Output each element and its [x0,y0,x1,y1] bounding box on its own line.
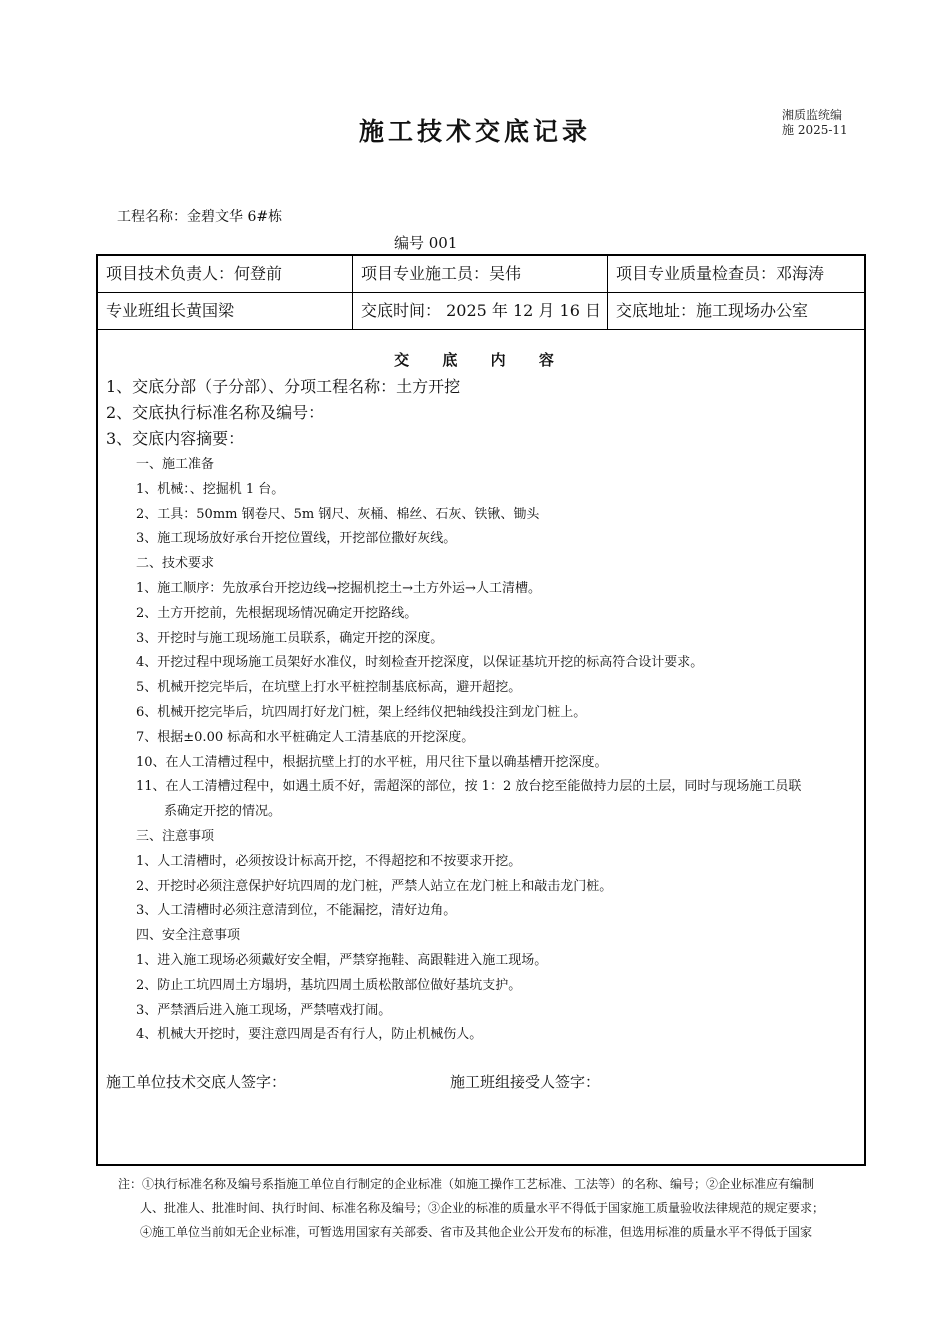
quality-inspector-cell: 项目专业质量检查员：邓海涛 [616,264,825,283]
summary-line: 6、机械开挖完毕后，坑四周打好龙门桩，架上经纬仪把轴线投注到龙门桩上。 [136,705,587,720]
item-standard: 2、交底执行标准名称及编号： [106,403,325,422]
team-leader-cell: 专业班组长黄国梁 [106,301,235,320]
summary-line: 二、技术要求 [136,556,215,572]
footnotes [118,1172,878,1244]
page-title: 施工技术交底记录 [358,117,591,146]
record-table [96,254,866,1166]
construction-staff-cell: 项目专业施工员：吴伟 [361,264,522,283]
header-row-1 [98,256,864,293]
summary-line: 3、人工清槽时必须注意清到位，不能漏挖，清好边角。 [136,903,457,919]
summary-line: 3、严禁酒后进入施工现场，严禁嘻戏打闹。 [136,1002,392,1018]
summary-line: 4、机械大开挖时，要注意四周是否有行人，防止机械伤人。 [136,1027,483,1043]
summary-line: 3、开挖时与施工现场施工员联系，确定开挖的深度。 [136,630,444,646]
summary-line: 11、在人工清槽过程中，如遇土质不好，需超深的部位，按 1：2 放台挖至能做持力层的土层，同时与现场施工员联 [136,779,802,795]
tech-signature-label: 施工单位技术交底人签字： [106,1073,287,1091]
serial-number: 编号 001 [394,234,458,252]
summary-line: 7、根据±0.00 标高和水平桩确定人工清基底的开挖深度。 [136,729,475,745]
summary-line: 1、机械：、挖掘机 1 台。 [136,481,285,497]
summary-line: 四、安全注意事项 [136,928,241,944]
form-code-line-2: 施 2025-11 [782,123,848,137]
tech-lead-cell: 项目技术负责人：何登前 [106,264,283,283]
summary-line: 系确定开挖的情况。 [164,804,282,820]
summary-line: 10、在人工清槽过程中，根据抗壁上打的水平桩，用尺往下量以确基槽开挖深度。 [136,754,608,770]
summary-line: 4、开挖过程中现场施工员架好水准仪，时刻检查开挖深度，以保证基坑开挖的标高符合设计要求。 [136,655,704,671]
summary-line: 1、进入施工现场必须戴好安全帽，严禁穿拖鞋、高跟鞋进入施工现场。 [136,953,548,968]
item-project-name: 1、交底分部（子分部）、分项工程名称：土方开挖 [106,377,461,396]
briefing-location-cell: 交底地址：施工现场办公室 [616,301,809,320]
item-summary: 3、交底内容摘要： [106,429,245,448]
summary-line: 一、施工准备 [136,457,215,472]
form-code [782,108,848,138]
summary-line: 5、机械开挖完毕后，在坑壁上打水平桩控制基底标高，避开超挖。 [136,680,522,696]
note-line-2: 人、批准人、批准时间、执行时间、标准名称及编号；③企业的标准的质量水平不得低于国家施工质量验收法律规范的规定要求； [140,1201,825,1215]
summary-line: 2、土方开挖前，先根据现场情况确定开挖路线。 [136,605,418,621]
briefing-content [98,329,864,1164]
summary-line: 2、开挖时必须注意保护好坑四周的龙门桩，严禁人站立在龙门桩上和敲击龙门桩。 [136,878,613,894]
summary-line: 3、施工现场放好承台开挖位置线，开挖部位撒好灰线。 [136,531,457,547]
team-signature-label: 施工班组接受人签字： [450,1073,601,1091]
summary-line: 三、注意事项 [136,829,215,844]
note-line-1: 注：①执行标准名称及编号系指施工单位自行制定的企业标准（如施工操作工艺标准、工法等）的名称、编号；②企业标准应有编制 [118,1177,815,1191]
summary-line: 2、防止工坑四周土方塌坍，基坑四周土质松散部位做好基坑支护。 [136,977,522,993]
note-line-3: ④施工单位当前如无企业标准，可暂选用国家有关部委、省市及其他企业公开发布的标准，但选用标准的质量水平不得低于国家 [140,1225,813,1239]
content-heading: 交 底 内 容 [394,351,568,369]
summary-line: 1、人工清槽时，必须按设计标高开挖，不得超挖和不按要求开挖。 [136,853,522,869]
summary-line: 2、工具：50mm 钢卷尺、5m 钢尺、灰桶、棉丝、石灰、铁锹、锄头 [136,506,540,522]
header-row-2 [98,293,864,330]
summary-line: 1、施工顺序：先放承台开挖边线→挖掘机挖土→土方外运→人工清槽。 [136,581,541,596]
form-code-line-1: 湘质监统编 [782,108,843,122]
briefing-date-cell: 交底时间： 2025 年 12 月 16 日 [361,301,601,320]
project-name: 工程名称：金碧文华 6#栋 [117,209,283,225]
